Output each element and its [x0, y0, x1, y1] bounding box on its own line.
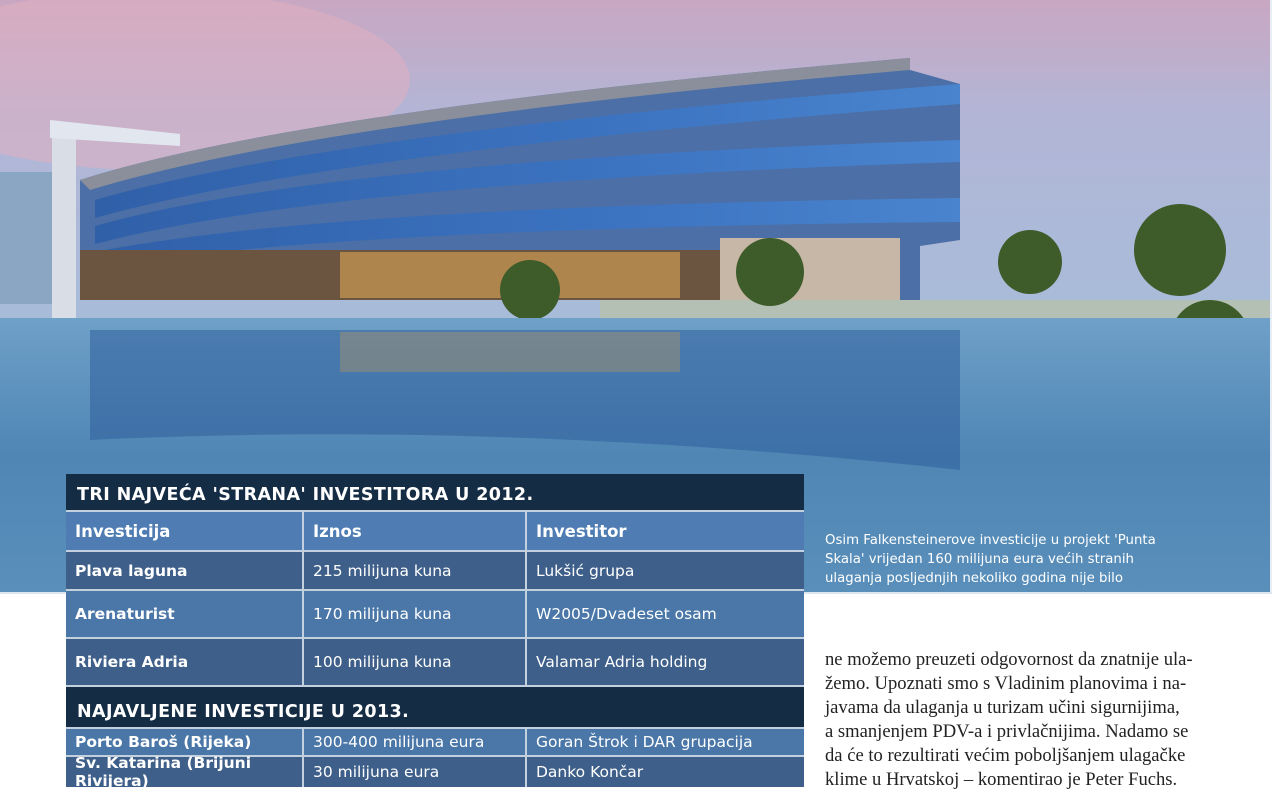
table-row	[66, 550, 804, 589]
column-header-investitor: Investitor	[525, 512, 804, 550]
table-header-row	[66, 510, 804, 550]
table-row	[66, 637, 804, 685]
cell-investicija: Arenaturist	[75, 605, 175, 623]
cell-iznos: 300-400 milijuna eura	[302, 729, 525, 755]
cell-investicija: Plava laguna	[75, 561, 188, 580]
investors-table	[66, 474, 804, 790]
cell-investitor: Goran Štrok i DAR grupacija	[525, 729, 804, 755]
cell-iznos: 170 milijuna kuna	[302, 591, 525, 637]
article-line: klime u Hrvatskoj – komentirao je Peter Fuchs.	[825, 769, 1178, 790]
cell-investicija: Sv. Katarina (Brijuni Rivijera)	[75, 754, 252, 790]
cell-investicija: Porto Baroš (Rijeka)	[75, 733, 252, 751]
table-row	[66, 727, 804, 755]
cell-investitor: Valamar Adria holding	[525, 639, 804, 685]
article-line: da će to rezultirati većim poboljšanjem ulagačke	[825, 745, 1186, 766]
cell-investitor: Danko Končar	[525, 757, 804, 787]
cell-iznos: 100 milijuna kuna	[302, 639, 525, 685]
cell-investitor: Lukšić grupa	[525, 552, 804, 589]
table-title: TRI NAJVEĆA 'STRANA' INVESTITORA U 2012.	[77, 485, 534, 505]
table-row	[66, 589, 804, 637]
cell-investicija: Riviera Adria	[75, 653, 189, 671]
article-line: javama da ulaganja u turizam učini sigurnijima,	[825, 697, 1180, 718]
cell-iznos: 30 milijuna eura	[302, 757, 525, 787]
table-section-title: NAJAVLJENE INVESTICIJE U 2013.	[66, 685, 804, 727]
photo-edge	[1270, 0, 1272, 592]
article-line: žemo. Upoznati smo s Vladinim planovima i na-	[825, 673, 1187, 694]
cell-investitor: W2005/Dvadeset osam	[525, 591, 804, 637]
article-body	[825, 648, 1193, 792]
table-row	[66, 754, 804, 790]
cell-iznos: 215 milijuna kuna	[302, 552, 525, 589]
column-header-investicija: Investicija	[75, 521, 171, 541]
column-header-iznos: Iznos	[302, 512, 525, 550]
article-line: a smanjenjem PDV-a i privlačnijima. Nadamo se	[825, 721, 1189, 742]
photo-caption: Osim Falkensteinerove investicije u projekt 'Punta Skala' vrijedan 160 milijuna eura većih stranih ulaganja posljednjih nekoliko godina nije bilo	[825, 533, 1156, 586]
article-line: ne možemo preuzeti odgovornost da znatnije ula-	[825, 649, 1193, 670]
